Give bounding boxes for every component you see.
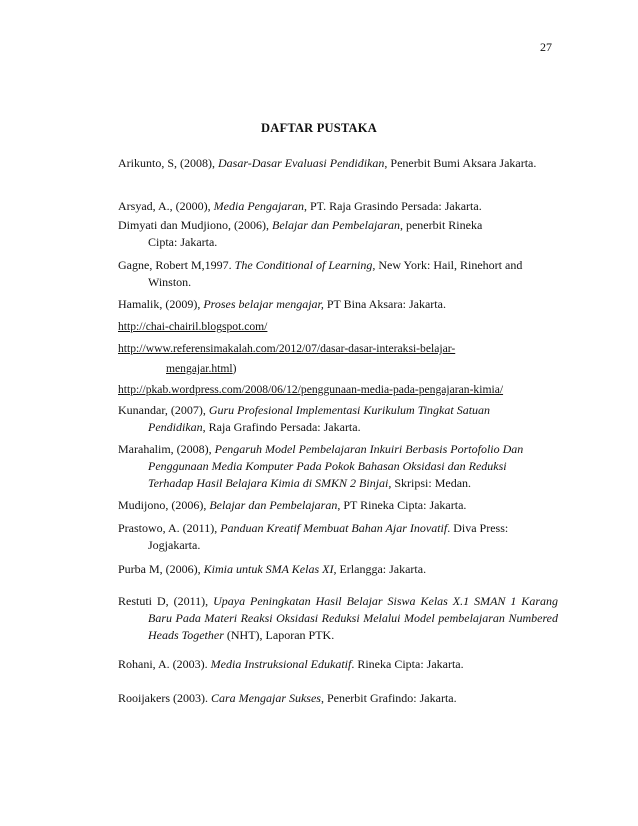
ref-author: Rohani, A. (2003). <box>118 657 211 671</box>
url-chai-chairil[interactable]: http://chai-chairil.blogspot.com/ <box>118 320 268 333</box>
ref-publisher: (NHT), Laporan PTK. <box>223 628 335 642</box>
url-referensimakalah-continued <box>166 360 237 377</box>
ref-title: Proses belajar mengajar, <box>203 297 324 311</box>
url-pkab-wordpress[interactable]: http://pkab.wordpress.com/2008/06/12/penggunaan-media-pada-pengajaran-kimia/ <box>118 383 504 396</box>
ref-publisher: , Penerbit Bumi Aksara Jakarta. <box>384 156 537 170</box>
reference-kunandar <box>118 402 538 436</box>
ref-title: Dasar-Dasar Evaluasi Pendidikan <box>218 156 385 170</box>
reference-rooijakers <box>118 690 558 707</box>
page-title: DAFTAR PUSTAKA <box>261 121 377 135</box>
reference-purba <box>118 561 558 578</box>
ref-author: Prastowo, A. (2011), <box>118 521 221 535</box>
ref-title: Cara Mengajar Sukses <box>210 691 321 705</box>
reference-hamalik <box>118 296 558 313</box>
ref-publisher: Erlangga: Jakarta. <box>336 562 427 576</box>
url-referensimakalah[interactable]: http://www.referensimakalah.com/2012/07/dasar-dasar-interaksi-belajar- <box>118 342 456 355</box>
ref-title: Panduan Kreatif Membuat Bahan Ajar Inovatif <box>220 521 448 535</box>
ref-title: Belajar dan Pembelajaran <box>271 218 400 232</box>
ref-author: Purba M, (2006), <box>118 562 204 576</box>
ref-publisher: . Diva Press: Jogjakarta. <box>148 521 509 552</box>
ref-title: Kimia untuk SMA Kelas XI, <box>203 562 337 576</box>
ref-author: Mudijono, (2006), <box>118 498 210 512</box>
ref-author: Gagne, Robert M,1997. <box>118 258 235 272</box>
ref-title: Belajar dan Pembelajaran <box>209 498 338 512</box>
ref-author: Rooijakers (2003). <box>118 691 211 705</box>
ref-title: Guru Profesional Implementasi Kurikulum Tingkat Satuan Pendidikan <box>148 403 491 434</box>
reference-rohani <box>118 656 558 673</box>
ref-title: The Conditional of Learning, <box>234 258 376 272</box>
ref-publisher: PT Bina Aksara: Jakarta. <box>323 297 446 311</box>
reference-marahalim <box>118 441 548 492</box>
ref-publisher: Skripsi: Medan. <box>391 476 472 490</box>
ref-publisher: , PT Rineka Cipta: Jakarta. <box>337 498 467 512</box>
page-number: 27 <box>540 40 552 54</box>
ref-author: Arikunto, S, (2008), <box>118 156 218 170</box>
reference-gagne <box>118 257 558 291</box>
ref-author: Marahalim, (2008), <box>118 442 215 456</box>
ref-author: Restuti D, (2011), <box>118 594 214 608</box>
reference-dimyati <box>118 217 508 251</box>
ref-publisher: , Raja Grafindo Persada: Jakarta. <box>202 420 361 434</box>
ref-publisher: , penerbit Rineka Cipta: Jakarta. <box>148 218 483 249</box>
ref-publisher: , Penerbit Grafindo: Jakarta. <box>320 691 457 705</box>
reference-prastowo <box>118 520 548 554</box>
ref-author: Dimyati dan Mudjiono, (2006), <box>118 218 272 232</box>
ref-title: Media Pengajaran <box>213 199 304 213</box>
ref-title: Media Instruksional Edukatif <box>210 657 352 671</box>
reference-arikunto <box>118 155 558 172</box>
ref-author: Arsyad, A., (2000), <box>118 199 214 213</box>
ref-publisher: New York: Hail, Rinehort and Winston. <box>148 258 523 289</box>
reference-mudijono <box>118 497 558 514</box>
ref-publisher: , PT. Raja Grasindo Persada: Jakarta. <box>303 199 482 213</box>
ref-title: Pengaruh Model Pembelajaran Inkuiri Berbasis Portofolio Dan Penggunaan Media Komputer Pada Pokok Bahasan Oksidasi dan Reduksi Terhadap Hasil Belajara Kimia di SMKN 2 Binjai, <box>148 442 524 490</box>
ref-publisher: . Rineka Cipta: Jakarta. <box>351 657 464 671</box>
url-referensimakalah-tail[interactable]: mengajar.html <box>166 362 233 375</box>
reference-arsyad <box>118 198 558 215</box>
url-closing-paren: ) <box>232 362 237 375</box>
ref-author: Hamalik, (2009), <box>118 297 204 311</box>
reference-restuti <box>118 593 558 644</box>
ref-title: Upaya Peningkatan Hasil Belajar Siswa Kelas X.1 SMAN 1 Karang Baru Pada Materi Reaksi Oksidasi Reduksi Melalui Model pembelajaran Numbered Heads Together <box>148 594 558 642</box>
ref-author: Kunandar, (2007), <box>118 403 209 417</box>
